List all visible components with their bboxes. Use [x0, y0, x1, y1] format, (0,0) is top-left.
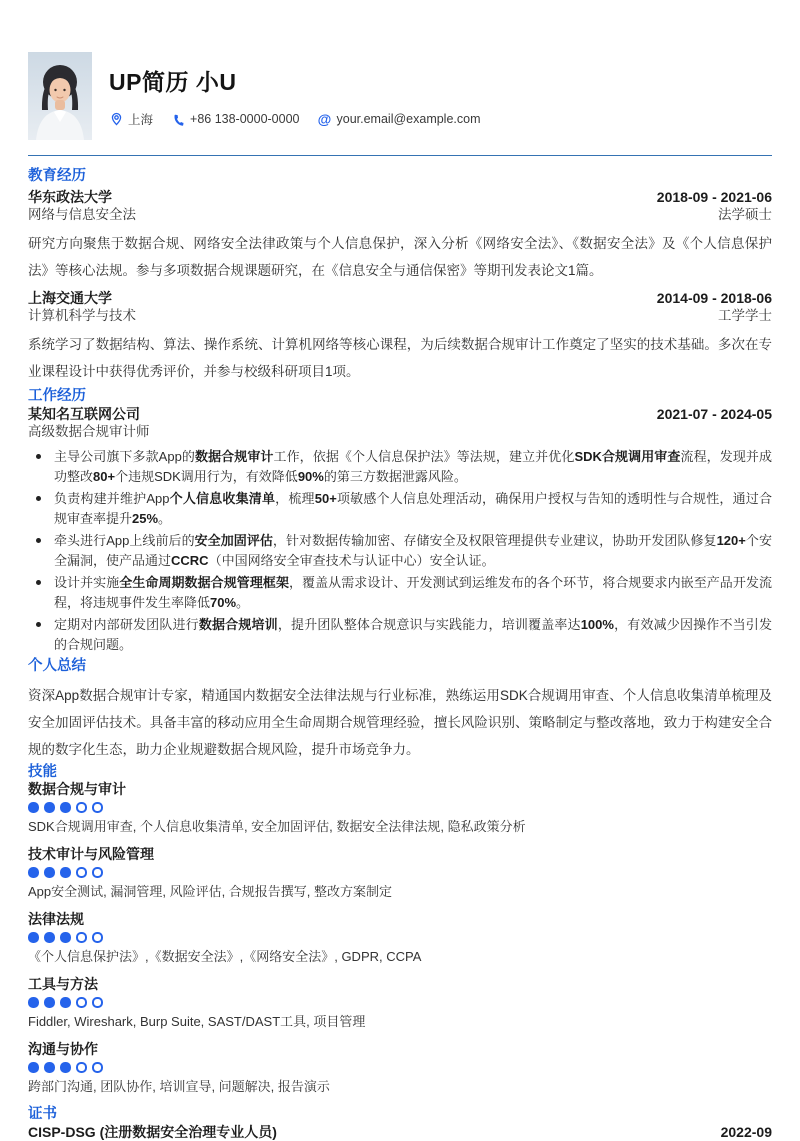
rating-dot-filled [60, 997, 71, 1008]
location-pin-icon [109, 112, 123, 126]
phone-text: +86 138-0000-0000 [190, 112, 300, 126]
skill-name: 数据合规与审计 [28, 781, 126, 797]
skill-rating [28, 867, 772, 878]
education-period: 2018-09 - 2021-06 [656, 189, 772, 205]
education-description: 研究方向聚焦于数据合规、网络安全法律政策与个人信息保护，深入分析《网络安全法》、《数据安全法》及《个人信息保护法》等核心法规。参与多项数据合规课题研究，在《信息安全与通信保密》等期刊发表论文1篇。 [28, 236, 772, 278]
email-text: your.email@example.com [336, 112, 481, 126]
education-entry [28, 189, 772, 284]
skill-name: 法律法规 [28, 911, 84, 927]
at-email-icon: @ [317, 111, 332, 127]
section-title-certificates: 证书 [28, 1106, 57, 1122]
email-group [318, 112, 481, 126]
rating-dot-filled [28, 1062, 39, 1073]
skill-rating [28, 932, 772, 943]
rating-dot-empty [92, 802, 103, 813]
school-name: 上海交通大学 [28, 290, 112, 306]
rating-dot-filled [60, 932, 71, 943]
section-title-skills: 技能 [28, 764, 57, 780]
location-group [109, 110, 153, 128]
rating-dot-filled [60, 1062, 71, 1073]
rating-dot-filled [60, 867, 71, 878]
rating-dot-filled [44, 1062, 55, 1073]
header-info [109, 52, 492, 140]
section-title-education: 教育经历 [28, 168, 86, 184]
major-name: 网络与信息安全法 [28, 207, 136, 222]
section-title-summary: 个人总结 [28, 658, 86, 674]
rating-dot-filled [28, 932, 39, 943]
work-bullet-list [28, 447, 772, 655]
skill-keywords: 《个人信息保护法》,《数据安全法》,《网络安全法》, GDPR, CCPA [28, 949, 422, 964]
company-name: 某知名互联网公司 [28, 406, 140, 422]
rating-dot-empty [76, 932, 87, 943]
education-period: 2014-09 - 2018-06 [656, 290, 772, 306]
skill-keywords: 跨部门沟通, 团队协作, 培训宣导, 问题解决, 报告演示 [28, 1079, 330, 1094]
work-bullet: 牵头进行App上线前后的安全加固评估，针对数据传输加密、存储安全及权限管理提供专业建议，协助开发团队修复120+个安全漏洞，使产品通过CCRC（中国网络安全审查技术与认证中心）安全认证。 [28, 531, 772, 571]
rating-dot-empty [92, 1062, 103, 1073]
work-period: 2021-07 - 2024-05 [656, 406, 772, 422]
education-entry [28, 290, 772, 385]
location-text: 上海 [128, 113, 154, 127]
header-divider [28, 155, 772, 156]
skill-keywords: Fiddler, Wireshark, Burp Suite, SAST/DAST工具, 项目管理 [28, 1014, 366, 1029]
rating-dot-filled [28, 802, 39, 813]
skill-item [28, 1041, 772, 1094]
phone-group [171, 112, 299, 126]
rating-dot-empty [92, 997, 103, 1008]
candidate-name: UP简历 小U [109, 69, 237, 95]
skill-name: 沟通与协作 [28, 1041, 98, 1057]
resume-header [28, 52, 772, 140]
skill-name: 技术审计与风险管理 [28, 846, 154, 862]
work-bullet: 主导公司旗下多款App的数据合规审计工作，依据《个人信息保护法》等法规，建立并优化SDK合规调用审查流程，发现并成功整改80+个违规SDK调用行为，有效降低90%的第三方数据泄露风险。 [28, 447, 772, 487]
major-name: 计算机科学与技术 [28, 308, 136, 323]
degree-name: 工学学士 [718, 308, 772, 323]
work-bullet: 负责构建并维护App个人信息收集清单，梳理50+项敏感个人信息处理活动，确保用户授权与告知的透明性与合规性，通过合规审查率提升25%。 [28, 489, 772, 529]
skill-rating [28, 997, 772, 1008]
skill-item [28, 781, 772, 834]
rating-dot-empty [92, 932, 103, 943]
rating-dot-filled [44, 997, 55, 1008]
certificate-date: 2022-09 [720, 1124, 772, 1140]
rating-dot-filled [60, 802, 71, 813]
rating-dot-filled [44, 932, 55, 943]
rating-dot-empty [92, 867, 103, 878]
rating-dot-filled [28, 997, 39, 1008]
work-entry-header [28, 406, 772, 423]
work-bullet: 设计并实施全生命周期数据合规管理框架，覆盖从需求设计、开发测试到运维发布的各个环节，将合规要求内嵌至产品开发流程，将违规事件发生率降低70%。 [28, 573, 772, 613]
avatar-photo [28, 52, 92, 140]
skill-keywords: SDK合规调用审查, 个人信息收集清单, 安全加固评估, 数据安全法律法规, 隐私政策分析 [28, 819, 526, 834]
work-bullet: 定期对内部研发团队进行数据合规培训，提升团队整体合规意识与实践能力，培训覆盖率达100%，有效减少因操作不当引发的合规问题。 [28, 615, 772, 655]
degree-name: 法学硕士 [718, 207, 772, 222]
skill-keywords: App安全测试, 漏洞管理, 风险评估, 合规报告撰写, 整改方案制定 [28, 884, 393, 899]
skill-rating [28, 1062, 772, 1073]
skill-item [28, 976, 772, 1029]
skill-item [28, 846, 772, 899]
education-description: 系统学习了数据结构、算法、操作系统、计算机网络等核心课程，为后续数据合规审计工作奠定了坚实的技术基础。多次在专业课程设计中获得优秀评价，并参与校级科研项目1项。 [28, 337, 772, 379]
job-title: 高级数据合规审计师 [28, 424, 150, 439]
certificate-entry [28, 1124, 772, 1141]
skill-item [28, 911, 772, 964]
rating-dot-filled [28, 867, 39, 878]
school-name: 华东政法大学 [28, 189, 112, 205]
rating-dot-filled [44, 802, 55, 813]
rating-dot-empty [76, 867, 87, 878]
rating-dot-filled [44, 867, 55, 878]
phone-icon [171, 112, 185, 126]
rating-dot-empty [76, 1062, 87, 1073]
summary-text: 资深App数据合规审计专家，精通国内数据安全法律法规与行业标准，熟练运用SDK合规调用审查、个人信息收集清单梳理及安全加固评估技术。具备丰富的移动应用全生命周期合规管理经验，擅长风险识别、策略制定与整改落地，致力于构建安全合规的数字化生态，助力企业规避数据合规风险，提升市场竞争力。 [28, 688, 772, 757]
certificate-name: CISP-DSG (注册数据安全治理专业人员) [28, 1124, 277, 1140]
rating-dot-empty [76, 802, 87, 813]
rating-dot-empty [76, 997, 87, 1008]
skill-rating [28, 802, 772, 813]
skill-name: 工具与方法 [28, 976, 98, 992]
section-title-work: 工作经历 [28, 388, 86, 404]
contact-row [109, 110, 492, 128]
